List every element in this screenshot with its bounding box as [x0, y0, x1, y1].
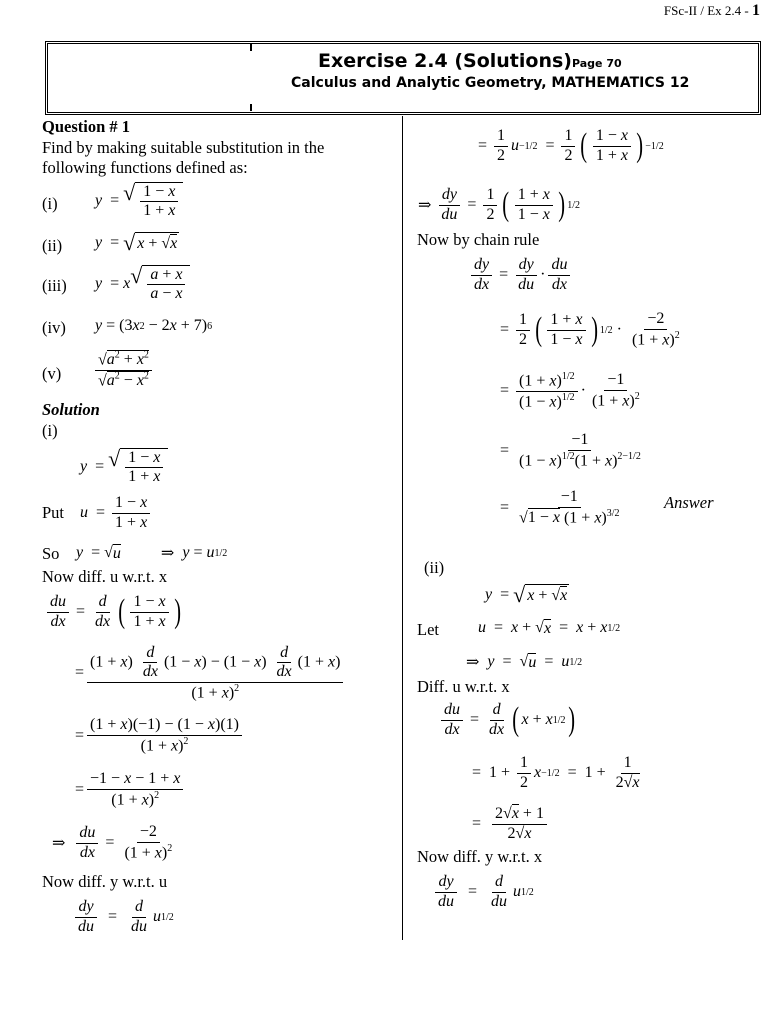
eq-chain: dy dx = dy du · du dx [468, 250, 573, 300]
eq-step-3: = −1 − x − 1 + x $(1 + x)^2$ [75, 765, 186, 815]
part-ii-label: (ii) [424, 558, 445, 577]
eq-chain-2: = 1 2 ( 1 + x 1 − x ) 1/2 · −2 $(1 + x)^2$ [500, 310, 680, 349]
page-header: FSc-II / Ex 2.4 - 1 [663, 2, 760, 19]
eq-def-i: y = √ 1 − x 1 + x [95, 177, 183, 225]
let-label: Let [417, 620, 439, 639]
label-ii: (ii) [42, 236, 63, 255]
solution-heading: Solution [42, 400, 100, 419]
eq-du-dx-result: ⇒ du dx = −2 $(1 + x)^2$ [52, 823, 173, 862]
page-number: 1 [752, 2, 760, 19]
label-iv: (iv) [42, 318, 66, 337]
title-tick-bottom [250, 104, 252, 111]
eq-def-iv: y = (3 x 2 − 2 x + 7) 6 [95, 317, 213, 334]
eq-y-u: ⇒ y = √ u = u 1/2 [466, 653, 583, 671]
eq-put-u: u = 1 − x 1 + x [80, 490, 153, 536]
title-box [45, 41, 761, 115]
book-subtitle: Calculus and Analytic Geometry, MATHEMATICS 12 [291, 75, 690, 91]
eq-step-2: = (1 + x)(−1) − (1 − x)(1) $(1 + x)^2$ [75, 710, 245, 762]
now-diff-y-x-label: Now diff. y w.r.t. x [417, 847, 543, 866]
eq-ii-result: = 2√x + 1 2√x [472, 800, 550, 848]
page-ref: Page 70 [571, 57, 622, 70]
label-i: (i) [42, 194, 58, 213]
intro-line-2: following functions defined as: [42, 158, 248, 177]
answer-label: Answer [664, 493, 714, 512]
label-iii: (iii) [42, 276, 67, 295]
column-divider [402, 116, 403, 940]
eq-dy-du-result: ⇒ dy du = 1 2 ( 1 + x 1 − x ) 1/2 [418, 186, 581, 223]
put-label: Put [42, 503, 65, 522]
eq-chain-5: = −1 √1 − x $(1 + x)^{3/2}$ [500, 488, 620, 527]
diff-u-label: Diff. u w.r.t. x [417, 677, 510, 696]
eq-ii-du-dx: du dx = d dx ( x + x 1/2 ) [438, 696, 577, 744]
eq-chain-4: = −1 $(1 - x)^{1/2}(1 + x)^{2-1/2}$ [500, 431, 641, 470]
eq-def-v: $√a^2 + x^2$ $√a^2 - x^2$ [92, 346, 155, 394]
eq-ii-step: = 1 + 1 2 x −1/2 = 1 + 1 2√x [472, 754, 640, 791]
eq-ii-def: y = √ x + √ x [485, 582, 568, 607]
eq-chain-3: = $(1 + x)^{1/2}$ $(1 - x)^{1/2}$ · −1 $(1 + x)^2$ [500, 370, 640, 410]
eq-sol-y: y = √ 1 − x 1 + x [80, 444, 168, 490]
eq-dy-du: dy du = d du u 1/2 [72, 893, 174, 941]
eq-def-iii: y = x √ a + x a − x [95, 261, 190, 307]
eq-quotient-rule: = (1 + x) $\frac{d}{dx}$ (1 − x) − (1 − x) $\frac{d}{dx}$ (1 + x) $(1 + x)^2$ [75, 640, 346, 706]
exercise-title: Exercise 2.4 (Solutions)Page 70 [318, 50, 622, 72]
label-v: (v) [42, 364, 62, 383]
title-tick-top [250, 44, 252, 51]
now-diff-u-label: Now diff. u w.r.t. x [42, 567, 168, 586]
question-heading: Question # 1 [42, 117, 131, 136]
eq-let-u: u = x + √ x = x + x 1/2 [478, 619, 621, 637]
so-label: So [42, 544, 60, 563]
part-i-label: (i) [42, 421, 58, 440]
chain-rule-label: Now by chain rule [417, 230, 540, 249]
now-diff-y-label: Now diff. y w.r.t. u [42, 872, 168, 891]
eq-def-ii: y = √ x + √ x [95, 230, 178, 255]
eq-du-dx: du dx = d dx ( 1 − x 1 + x ) [44, 588, 183, 636]
eq-r1: = 1 2 u −1/2 = 1 2 ( 1 − x 1 + x ) −1/2 [478, 127, 664, 164]
intro-line-1: Find by making suitable substitution in the [42, 138, 325, 157]
eq-so: y = √ u ⇒ y = u 1/2 [76, 544, 228, 562]
eq-ii-dy-du: dy du = d du u 1/2 [432, 868, 534, 916]
